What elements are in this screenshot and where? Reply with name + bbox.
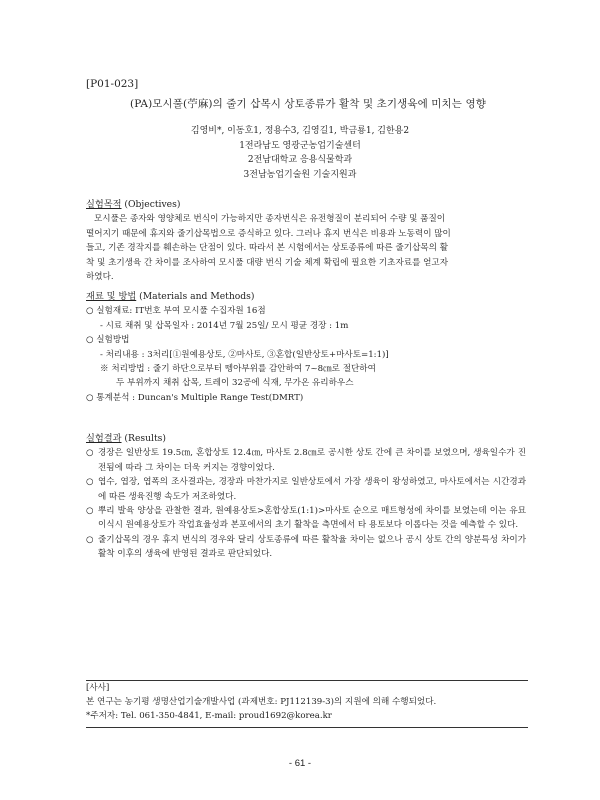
results-item: [86, 475, 526, 504]
methods-section: [86, 290, 526, 405]
objectives-line: 착 및 초기생육 간 차이를 조사하여 모시풀 대량 번식 기술 체계 확립에 필요한 기초자료를 얻고자: [86, 257, 449, 268]
objectives-heading: 실험목적 (Objectives): [86, 199, 181, 210]
paper-title: (PA)모시풀(苧麻)의 줄기 삽목시 상토종류가 활착 및 초기생육에 미치는 영향: [130, 98, 486, 110]
methods-line: ○ 실험재료: IT번호 부여 모시풀 수집자원 16점: [86, 306, 266, 317]
affiliation-2: 2전남대학교 응용식물학과: [247, 155, 353, 165]
ack-top-rule: [86, 680, 528, 681]
contact-info: *주저자: Tel. 061-350-4841, E-mail: proud1692@korea.kr: [86, 710, 332, 721]
objectives-line: 들고, 기존 경작지를 훼손하는 단점이 있다. 따라서 본 시험에서는 상토종류에 따른 줄기삽목의 활: [86, 243, 449, 254]
objectives-paragraph: [86, 212, 526, 284]
methods-line: 두 부위까지 채취 삽목, 트레이 32공에 식재, 무가온 유리하우스: [116, 378, 354, 389]
affiliation-3: 3전남농업기술원 기술지원과: [243, 169, 357, 180]
results-text: 경장은 일반상토 19.5㎝, 혼합상토 12.4㎝, 마사토 2.8㎝로 공시한 상토 간에 큰 차이를 보였으며, 생육일수가 진전됨에 따라 그 차이는 더욱 커지는 경향이었다.: [98, 448, 526, 473]
page-number: - 61 -: [288, 758, 312, 769]
abstract-code: [P01-023]: [86, 78, 139, 90]
methods-line: - 시료 채취 및 삽목일자 : 2014년 7월 25일/ 모시 평균 경장 : 1m: [100, 320, 349, 331]
objectives-line: 떨어지기 때문에 휴지와 줄기삽목법으로 증식하고 있다. 그러나 휴지 번식은 비용과 노동력이 많이: [86, 228, 451, 239]
methods-line: ○ 실험방법: [86, 335, 130, 346]
results-text: 엽수, 엽장, 엽폭의 조사결과는, 경장과 마찬가지로 일반상토에서 가장 생육이 왕성하였고, 마사토에서는 시간경과에 따른 생육진행 속도가 저조하였다.: [98, 477, 526, 502]
ack-bottom-rule: [86, 727, 528, 728]
results-section: [86, 432, 526, 562]
results-text: 뿌리 발육 양상을 관찰한 결과, 원예용상토>혼합상토(1:1)>마사토 순으로 매트형성에 차이를 보였는데 이는 유묘 이식시 원예용상토가 작업효율성과 본포에서의 초기 활착을 측면에서 타 용토보다 이롭다는 것을 예측할 수 있다.: [98, 506, 526, 531]
bullet-mark: ○: [86, 534, 94, 545]
ack-text: 본 연구는 농기평 생명산업기술개발사업 (과제번호: PJ112139-3)의 지원에 의해 수행되었다.: [86, 696, 437, 707]
author-names: 김영비*, 이동호1, 정용수3, 김영길1, 박금룡1, 김한용2: [190, 126, 410, 136]
methods-line: - 처리내용 : 3처리[①원예용상토, ②마사토, ③혼합(일반상토+마사토=1:1)]: [100, 349, 389, 360]
bullet-mark: ○: [86, 506, 94, 517]
objectives-section: [86, 198, 526, 284]
methods-line: ○ 통계분석 : Duncan's Multiple Range Test(DMRT): [86, 392, 304, 403]
results-item: [86, 504, 526, 533]
ack-heading: [사사]: [86, 683, 110, 693]
author-block: [0, 124, 600, 182]
acknowledgment-block: [86, 682, 526, 723]
methods-line: ※ 처리방법 : 줄기 하단으로부터 뗑아부위를 감안하여 7~8㎝로 절단하여: [100, 364, 376, 375]
bullet-mark: ○: [86, 448, 94, 459]
objectives-line: 하였다.: [86, 272, 114, 283]
results-heading: 실험결과 (Results): [86, 433, 166, 444]
results-item: [86, 446, 526, 475]
affiliation-1: 1전라남도 영광군농업기술센터: [239, 140, 361, 151]
methods-heading: 재료 및 방법 (Materials and Methods): [86, 291, 255, 302]
results-item: [86, 533, 526, 562]
results-text: 줄기삽목의 경우 휴지 번식의 경우와 달리 상토종류에 따른 활착율 차이는 없으나 공시 상토 간의 양분특성 차이가 활착 이후의 생육에 반영된 결과로 판단되었다.: [98, 534, 526, 560]
bullet-mark: ○: [86, 477, 94, 488]
objectives-line: 모시풀은 종자와 영양체로 번식이 가능하지만 종자번식은 유전형질이 분리되어 수량 및 품질이: [94, 214, 446, 225]
